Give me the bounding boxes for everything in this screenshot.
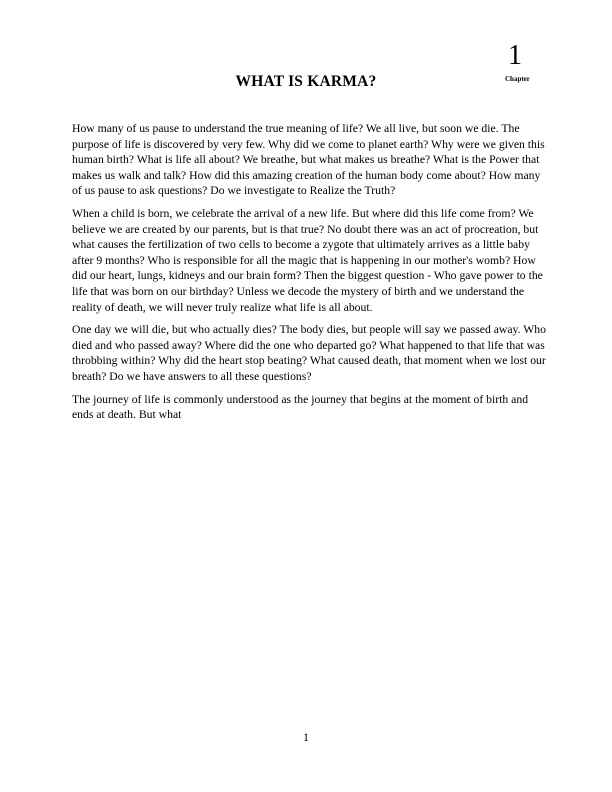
page-number: 1 — [303, 730, 309, 744]
paragraph-3: One day we will die, but who actually dies? The body dies, but people will say we passed away. Who died and who passed away? Where did the one who departed go? What happened to that life that was throbbing within? Why did the heart stop beating? What caused death, that moment when we lost our breath? Do we have answers to all these questions? — [72, 323, 546, 383]
chapter-label: Chapter — [505, 75, 530, 83]
paragraph-4: The journey of life is commonly understood as the journey that begins at the moment of birth and ends at death. But what — [72, 392, 529, 422]
chapter-number: 1 — [508, 40, 522, 71]
paragraph-1: How many of us pause to understand the true meaning of life? We all live, but soon we die. The purpose of life is discovered by very few. Why did we come to planet earth? Why were we given this human birth? What is life all about? We breathe, but what makes us breathe? What is the Power that makes us walk and talk? How did this amazing creation of the human body come about? How many of us pause to ask questions? Do we investigate to Realize the Truth? — [72, 122, 545, 198]
paragraph-2: When a child is born, we celebrate the arrival of a new life. But where did this life come from? We believe we are created by our parents, but is that true? No doubt there was an act of procreation, but what causes the fertilization of two cells to become a zygote that ultimately arrives as a little baby after 9 months? Who is responsible for all the magic that is happening in our mother's womb? How did our heart, lungs, kidneys and our brain form? Then the biggest question - Who gave power to the life that was born on our birthday? Unless we decode the mystery of birth and we understand the reality of death, we will never truly realize what life is all about. — [72, 206, 543, 314]
body-text — [72, 121, 548, 430]
page-title: WHAT IS KARMA? — [235, 73, 377, 90]
